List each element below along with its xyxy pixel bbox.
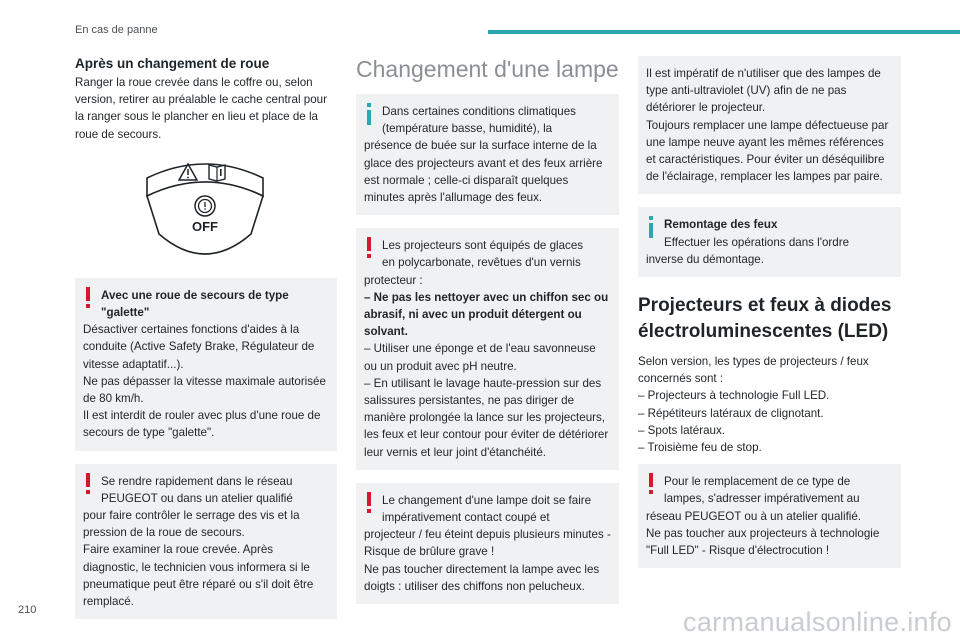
paragraph-store-wheel: Ranger la roue crevée dans le coffre ou, selon version, retirer au préalable le cache central pour la ranger sous le plancher en lieu et place de la roue de secours. [75, 76, 327, 141]
warning-box-lamp-change [356, 483, 619, 604]
off-label: OFF [192, 218, 218, 234]
warning-body: Désactiver certaines fonctions d'aides à la conduite (Active Safety Brake, Régulateur de vitesse adaptatif...). [83, 323, 315, 371]
page-number: 210 [18, 604, 37, 616]
warning-box-led [638, 464, 901, 568]
warning-item-3: – En utilisant le lavage haute-pression sur des salissures persistantes, ne pas diriger de manière prolongée la lance sur les projecteurs, les feux et leur contour pour éviter de détériorer leur vernis et leur joint d'étanchéité. [364, 376, 609, 459]
note-box-uv-lamps [638, 56, 901, 194]
warning-title-line2: "galette" [101, 306, 150, 320]
warning-icon [366, 237, 372, 258]
warning-line2: lampes, s'adresser impérativement au [664, 492, 860, 506]
warning-icon [366, 492, 372, 513]
watermark-text: carmanualsonline.info [683, 607, 952, 637]
warning-icon [85, 473, 91, 494]
warning-item-1: – Ne pas les nettoyer avec un chiffon sec ou abrasif, ni avec un produit détergent ou solvant. [364, 290, 609, 339]
warning-body-2: Ne pas dépasser la vitesse maximale autorisée de 80 km/h. [83, 374, 326, 406]
warning-body-2: Ne pas toucher directement la lampe avec les doigts : utiliser des chiffons non pelucheux. [364, 562, 600, 593]
warning-line1: Se rendre rapidement dans le réseau [101, 474, 293, 488]
info-title: Remontage des feux [664, 218, 778, 232]
header-accent-rule [488, 30, 960, 34]
warning-line2: PEUGEOT ou dans un atelier qualifié [101, 491, 293, 505]
note-body: Il est impératif de n'utiliser que des lampes de type anti-ultraviolet (UV) afin de ne pas détériorer le projecteur. [646, 67, 881, 115]
warning-body: pour faire contrôler le serrage des vis et la pression de la roue de secours. [83, 509, 300, 540]
column-2 [356, 56, 619, 617]
warning-icon [85, 287, 91, 308]
warning-body: projecteur / feu éteint depuis plusieurs minutes - Risque de brûlure grave ! [364, 528, 611, 559]
paragraph-led-types: Selon version, les types de projecteurs / feux concernés sont : [638, 355, 869, 386]
list-item: – Troisième feu de stop. [638, 441, 762, 455]
info-icon [366, 103, 372, 125]
column-1 [75, 56, 337, 632]
list-item: – Spots latéraux. [638, 423, 726, 437]
note-body-2: Toujours remplacer une lampe défectueuse par une lampe neuve ayant les mêmes références et caractéristiques. Pour éviter un déséquilibre de l'éclairage, remplacer les lampes par paire. [646, 118, 889, 184]
info-box-condensation [356, 94, 619, 215]
warning-line1: Les projecteurs sont équipés de glaces [382, 239, 584, 253]
warning-item-2: – Utiliser une éponge et de l'eau savonneuse ou un produit avec pH neutre. [364, 342, 596, 373]
info-box-reassembly [638, 207, 901, 277]
warning-line3: protecteur : [364, 273, 423, 287]
list-item: – Projecteurs à technologie Full LED. [638, 389, 830, 403]
warning-box-network [75, 464, 337, 620]
info-icon [648, 216, 654, 238]
warning-box-polycarbonate [356, 228, 619, 470]
list-item: – Répétiteurs latéraux de clignotant. [638, 406, 824, 420]
heading-after-wheel-change: Après un changement de roue [75, 56, 270, 71]
info-body: inverse du démontage. [646, 252, 764, 266]
warning-line1: Pour le remplacement de ce type de [664, 475, 851, 489]
info-line2: (température basse, humidité), la [382, 122, 553, 136]
warning-body-2: Ne pas toucher aux projecteurs à technologie "Full LED" - Risque d'électrocution ! [646, 526, 880, 558]
warning-body: réseau PEUGEOT ou à un atelier qualifié. [646, 509, 862, 523]
warning-line2: en polycarbonate, revêtues d'un vernis [382, 256, 581, 270]
info-line2: Effectuer les opérations dans l'ordre [664, 235, 850, 249]
warning-title-line1: Avec une roue de secours de type [101, 288, 289, 302]
warning-icon [648, 473, 654, 494]
section-title-lamp-change: Changement d'une lampe [356, 56, 619, 82]
header-section-title: En cas de panne [75, 24, 158, 36]
warning-body-2: Faire examiner la roue crevée. Après diagnostic, le technicien vous informera si le pneumatique peut être réparé ou s'il doit être remplacé. [83, 543, 314, 609]
info-body: présence de buée sur la surface interne de la glace des projecteurs avant et des feux arrière est normale ; celle-ci disparaît quelques minutes après l'allumage des feux. [364, 139, 603, 205]
tyre-pressure-icon [195, 196, 215, 216]
column-3 [638, 56, 901, 581]
warning-box-spare-wheel [75, 278, 337, 451]
warning-line1: Le changement d'une lampe doit se faire [382, 493, 592, 507]
tyre-pressure-button-illustration [143, 156, 267, 266]
warning-body-3: Il est interdit de rouler avec plus d'une roue de secours de type "galette". [83, 409, 321, 440]
heading-led-lights: Projecteurs et feux à diodes électroluminescentes (LED) [638, 295, 892, 343]
warning-line2: impérativement contact coupé et [382, 511, 550, 525]
info-line1: Dans certaines conditions climatiques [382, 105, 576, 118]
dashboard-button-figure [75, 153, 337, 268]
